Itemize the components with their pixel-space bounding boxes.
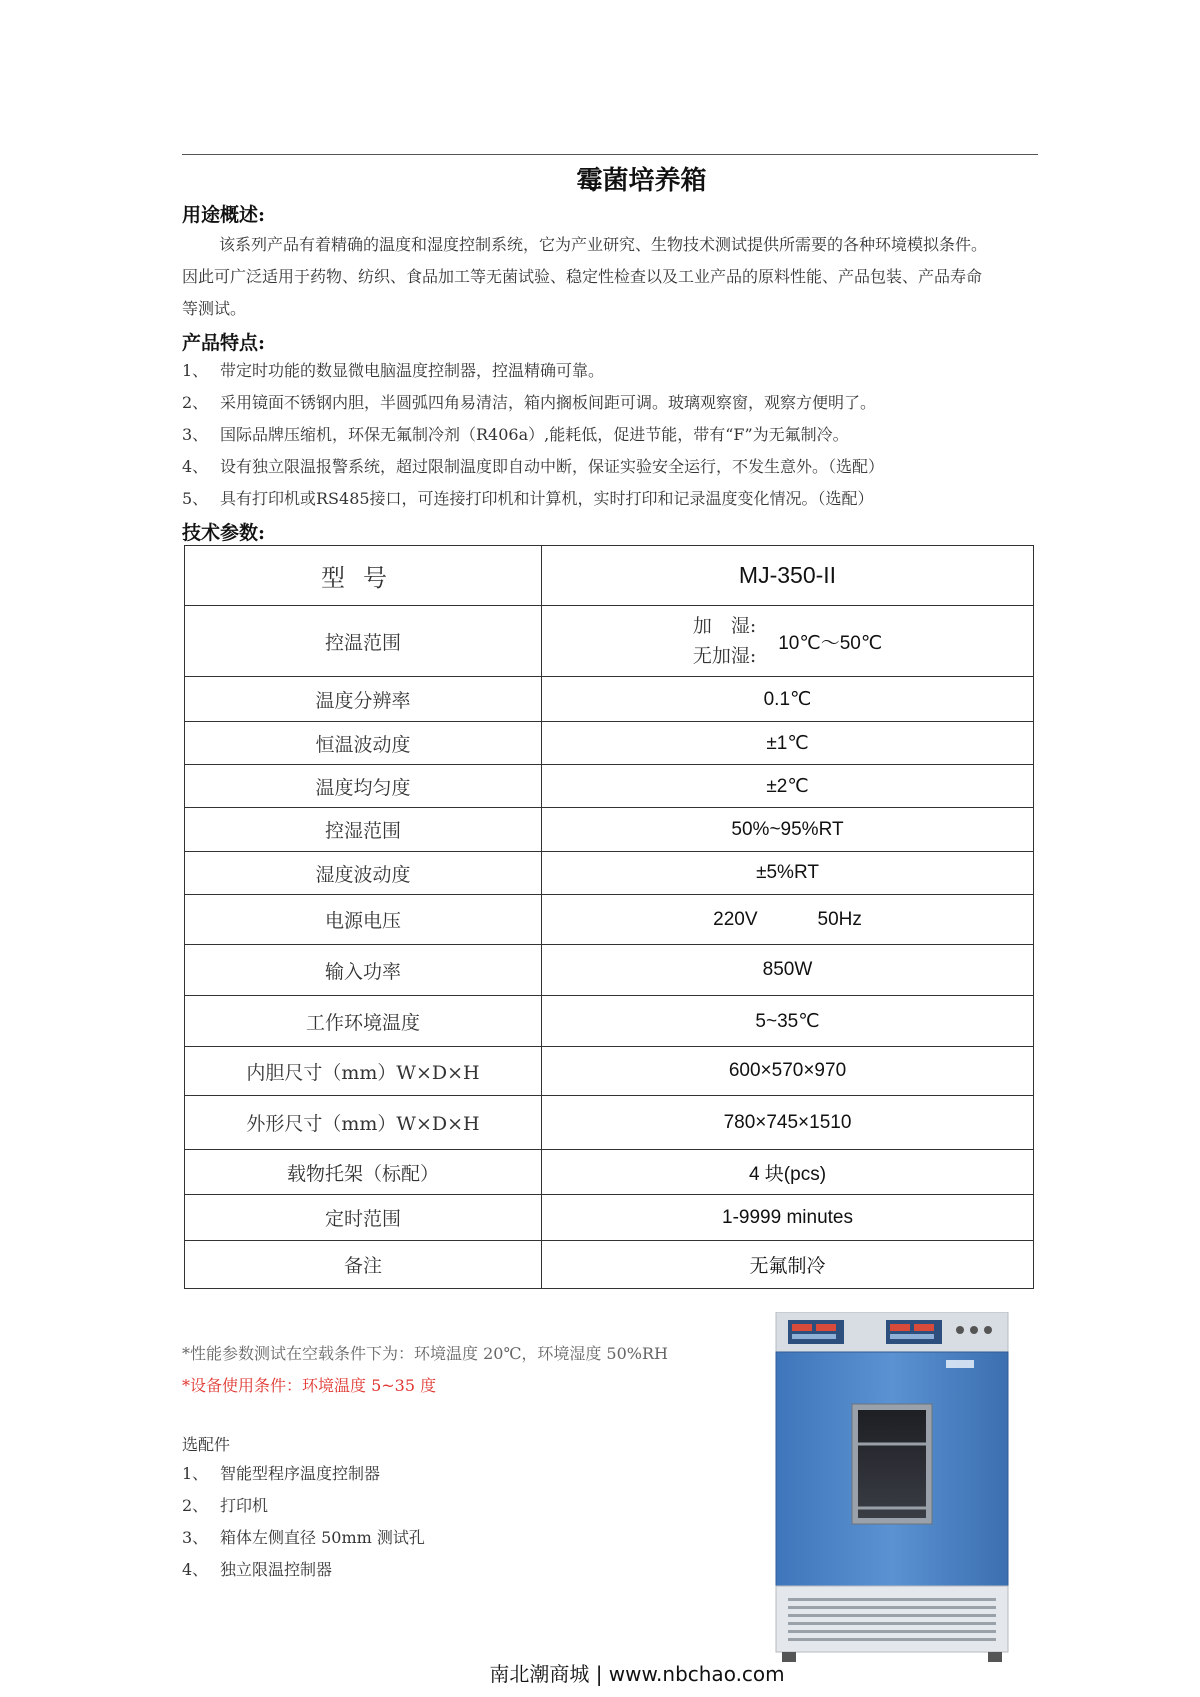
voltage-label: 电源电压 [185,895,542,945]
row-value: ±5%RT [542,852,1034,895]
accessories-list [182,1458,425,1586]
row-value: 600×570×970 [542,1047,1034,1096]
list-item: 2、 采用镜面不锈钢内胆，半圆弧四角易清洁，箱内搁板间距可调。玻璃观察窗，观察方便明了。 [182,393,877,412]
features-heading: 产品特点: [182,332,266,354]
row-value: 850W [542,945,1034,996]
table-row [185,722,1034,765]
incubator-product-image [774,1312,1014,1663]
usage-condition-note: *设备使用条件：环境温度 5~35 度 [182,1376,437,1395]
temp-range-value [542,606,1034,677]
row-label: 外形尺寸（mm）W×D×H [185,1096,542,1150]
row-label: 定时范围 [185,1195,542,1241]
spec-table [184,545,1034,1289]
footer-site: 南北潮商城 | www.nbchao.com [489,1662,785,1686]
table-row [185,1195,1034,1241]
table-row [185,945,1034,996]
row-label: 备注 [185,1241,542,1289]
temp-range-label: 控温范围 [185,606,542,677]
row-label: 温度分辨率 [185,677,542,722]
table-row [185,546,1034,606]
row-value: 1-9999 minutes [542,1195,1034,1241]
model-label: 型号 [185,546,542,606]
row-label: 工作环境温度 [185,996,542,1047]
table-row [185,1047,1034,1096]
row-label: 湿度波动度 [185,852,542,895]
list-item: 3、 国际品牌压缩机，环保无氟制冷剂（R406a）,能耗低，促进节能，带有“F”为无氟制冷。 [182,425,849,444]
row-label: 温度均匀度 [185,765,542,808]
list-item: 1、 智能型程序温度控制器 [182,1464,381,1483]
accessories-heading: 选配件 [182,1435,231,1454]
row-label: 恒温波动度 [185,722,542,765]
list-item: 4、 独立限温控制器 [182,1560,333,1579]
row-label: 控湿范围 [185,808,542,852]
row-value: 50%~95%RT [542,808,1034,852]
table-row [185,765,1034,808]
row-value: 780×745×1510 [542,1096,1034,1150]
page-title: 霉菌培养箱 [576,166,707,196]
table-row [185,808,1034,852]
nohumid-label: 无加湿: [692,645,757,667]
list-item: 4、 设有独立限温报警系统，超过限制温度即自动中断，保证实验安全运行，不发生意外。（选配） [182,457,885,476]
table-row [185,895,1034,945]
row-value: ±1℃ [542,722,1034,765]
usage-heading: 用途概述: [182,204,266,226]
table-row [185,677,1034,722]
table-row [185,1241,1034,1289]
row-label: 输入功率 [185,945,542,996]
specs-heading: 技术参数: [182,522,266,544]
table-row [185,1150,1034,1195]
usage-line-1: 该系列产品有着精确的温度和湿度控制系统，它为产业研究、生物技术测试提供所需要的各种环境模拟条件。 [219,235,988,254]
list-item: 1、 带定时功能的数显微电脑温度控制器，控温精确可靠。 [182,361,605,380]
row-label: 载物托架（标配） [185,1150,542,1195]
table-row [185,606,1034,677]
model-value: MJ-350-II [542,546,1034,606]
row-value: 无氟制冷 [542,1241,1034,1289]
table-row [185,996,1034,1047]
table-row [185,852,1034,895]
row-value: 5~35℃ [542,996,1034,1047]
row-value: 4 块(pcs) [542,1150,1034,1195]
list-item: 2、 打印机 [182,1496,269,1515]
voltage-value [542,895,1034,945]
list-item: 3、 箱体左侧直径 50mm 测试孔 [182,1528,425,1547]
list-item: 5、 具有打印机或RS485接口，可连接打印机和计算机，实时打印和记录温度变化情况。（选配） [182,489,874,508]
usage-line-3: 等测试。 [182,299,247,318]
usage-line-2: 因此可广泛适用于药物、纺织、食品加工等无菌试验、稳定性检查以及工业产品的原料性能、产品包装、产品寿命 [182,267,983,286]
performance-note: *性能参数测试在空载条件下为：环境温度 20℃，环境湿度 50%RH [182,1344,668,1363]
features-list [182,355,884,515]
frequency-text: 50Hz [817,908,862,930]
row-value: ±2℃ [542,765,1034,808]
row-value: 0.1℃ [542,677,1034,722]
humid-label: 加 湿: [692,615,757,637]
usage-paragraph [182,229,1102,325]
voltage-text: 220V [713,908,758,930]
row-label: 内胆尺寸（mm）W×D×H [185,1047,542,1096]
header-rule [182,154,1038,155]
table-row [185,1096,1034,1150]
temp-range-text: 10℃～50℃ [778,632,883,654]
